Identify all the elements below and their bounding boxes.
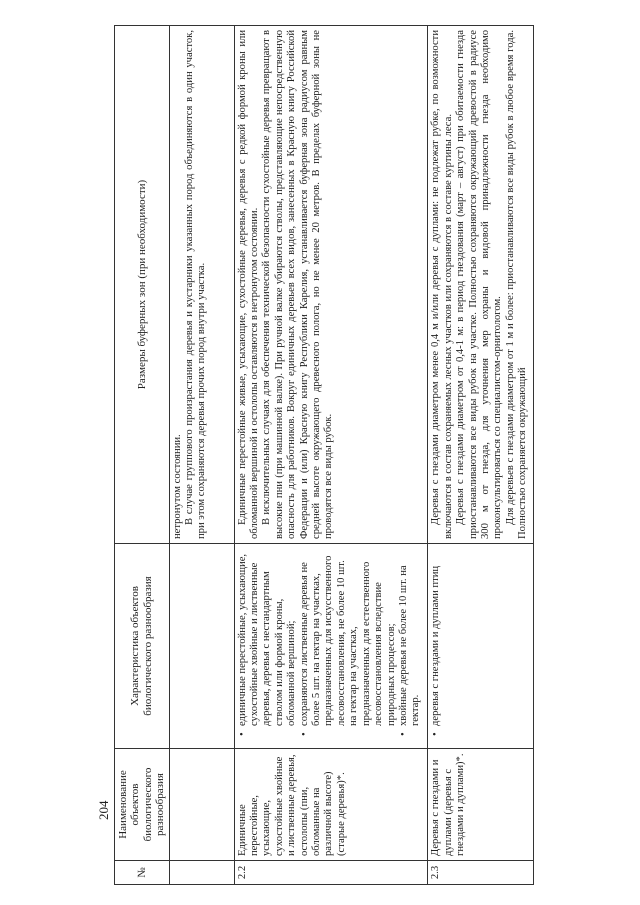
biodiversity-table xyxy=(114,25,534,885)
header-number: № xyxy=(115,861,170,885)
cell-buffer-zone xyxy=(169,26,234,544)
zone-paragraph: В исключительных случаях для обеспечения технической безопасности сухостойные деревья превращают в высокие пни (при машинной валке). При ручной валке убираются стволы, представляющие непосредственную опасность для работников. Вокруг единичных деревьев всех видов, занесенных в Красную книгу Российской Федерации и (или) Красную книгу Республики Карелия, устанавливается буферная зона радиусом равным средней высоте окружающего древесного полога, но не менее 20 метров. В пределах буферной зоны не проводятся все виды рубок. xyxy=(261,30,335,539)
object-name: Единичные перестойные, усыхающие, сухостойные хвойные и лиственные деревья, остолопы (пни, обломанные на различной высоте) (старые деревья)*. xyxy=(234,749,428,861)
table-row xyxy=(169,26,234,885)
header-buffer-zone: Размеры буферных зон (при необходимости) xyxy=(115,26,170,544)
cell-buffer-zone xyxy=(234,26,428,544)
header-characteristic: Характеристика объектов биологического разнообразия xyxy=(115,544,170,749)
cell-empty xyxy=(169,861,234,885)
object-characteristic xyxy=(234,544,428,749)
characteristic-list xyxy=(430,548,442,734)
cell-buffer-zone xyxy=(428,26,534,544)
object-characteristic xyxy=(428,544,534,749)
row-number: 2.3 xyxy=(428,861,534,885)
page-number: 204 xyxy=(96,800,111,820)
list-item: • хвойные деревья не более 10 шт. на гектар. xyxy=(398,548,423,734)
list-item: • деревья с гнездами и дуплами птиц xyxy=(430,548,442,734)
zone-paragraph: В случае группового произрастания деревья и кустарники указанных пород объединяются в один участок, при этом сохраняются деревья прочих пород внутри участка. xyxy=(184,30,208,539)
zone-paragraph: Деревья с гнездами диаметром менее 0,4 м и/или деревья с дуплами: не подлежат рубке, по возможности включаются в состав сохраняемых лесных участков или сохраняются в составе куртины леса. xyxy=(430,30,454,539)
zone-paragraph: нетронутом состоянии. xyxy=(171,434,183,539)
rotated-table-container xyxy=(114,25,534,885)
zone-paragraph: Единичные перестойные живые, усыхающие, сухостойные деревья, деревья с редкой формой кроны или обломанной вершиной и остолопы оставляются в нетронутом состоянии. xyxy=(236,30,261,539)
row-number: 2.2 xyxy=(234,861,428,885)
cell-empty xyxy=(169,544,234,749)
object-name: Деревья с гнездами и дуплами (деревья с гнездами и дуплами)*. xyxy=(428,749,534,861)
header-object-name: Наименование объектов биологического разнообразия xyxy=(115,749,170,861)
characteristic-list xyxy=(237,548,423,734)
list-item: • сохраняются лиственные деревья не более 5 шт. на гектар на участках, предназначенных для искусственного лесовосстановления, не более 10 шт. на гектар на участках, предназначенных для естественного лесовосстановления вследствие природных процессов; xyxy=(299,548,398,734)
zone-paragraph: Для деревьев с гнездами диаметром от 1 м и более: приостанавливаются все виды рубок в любое время года. Полностью сохраняется окружающий xyxy=(504,30,529,539)
table-row xyxy=(428,26,534,885)
table-header-row xyxy=(115,26,170,885)
table-row xyxy=(234,26,428,885)
list-item: • единичные перестойные, усыхающие, сухостойные хвойные и лиственные деревья, деревья с нестандартным стволом или формой кроны, обломанной вершиной; xyxy=(237,548,299,734)
cell-empty xyxy=(169,749,234,861)
zone-paragraph: Деревья с гнездами диаметром от 0,4-1 м: в период гнездования (март – август) при обитаемости гнезда приостанавливаются все виды рубок на участке. Полностью сохраняются окружающий древостой в радиусе 300 м от гнезда, для уточнения мер охраны и видовой принадлежности гнезда необходимо проконсультироваться со специалистом-орнитологом. xyxy=(455,30,504,539)
